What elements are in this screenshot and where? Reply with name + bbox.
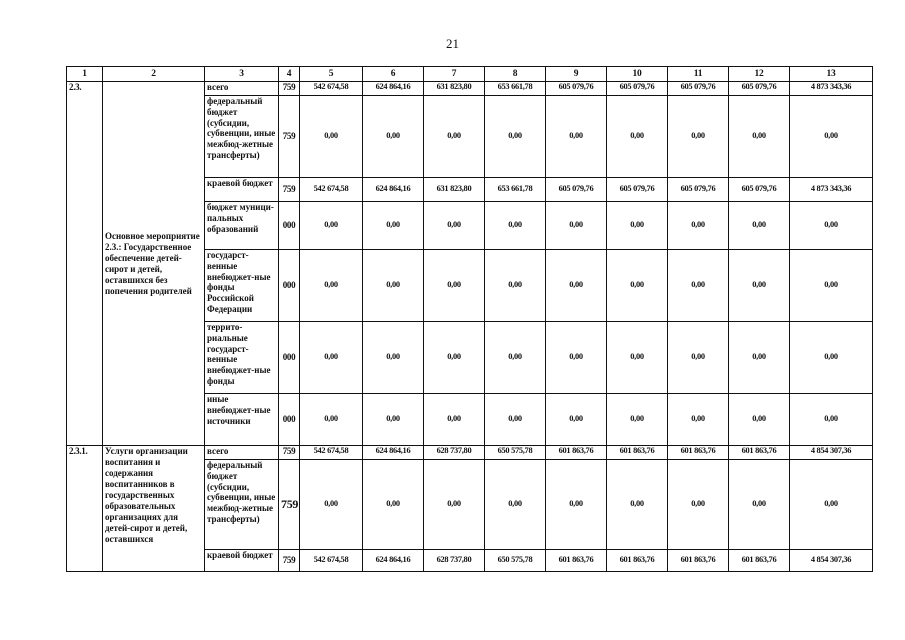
amount-cell: 605 079,76 (668, 82, 729, 96)
amount-cell: 601 863,76 (668, 446, 729, 460)
amount-cell: 0,00 (363, 394, 424, 446)
column-number: 8 (485, 67, 546, 82)
funding-source: всего (205, 446, 279, 460)
amount-cell: 601 863,76 (546, 550, 607, 572)
amount-cell: 601 863,76 (729, 446, 790, 460)
amount-cell: 0,00 (300, 96, 363, 178)
amount-cell: 0,00 (790, 96, 873, 178)
grbs-code: 000 (279, 202, 300, 250)
grbs-code: 759 (279, 550, 300, 572)
amount-cell: 0,00 (668, 250, 729, 322)
grbs-code: 000 (279, 250, 300, 322)
funding-source: иные внебюджет-ные источники (205, 394, 279, 446)
amount-cell: 0,00 (300, 394, 363, 446)
amount-cell: 0,00 (485, 96, 546, 178)
amount-cell: 0,00 (485, 394, 546, 446)
amount-cell: 0,00 (607, 460, 668, 550)
amount-cell: 542 674,58 (300, 550, 363, 572)
amount-cell: 605 079,76 (607, 178, 668, 202)
amount-cell: 624 864,16 (363, 82, 424, 96)
funding-source: краевой бюджет (205, 178, 279, 202)
amount-cell: 0,00 (424, 96, 485, 178)
amount-cell: 0,00 (729, 322, 790, 394)
amount-cell: 4 854 307,36 (790, 550, 873, 572)
activity-name: Услуги организации воспитания и содержания воспитанников в государственных образовательных организациях для детей-сирот и детей, оставшихся (103, 446, 205, 572)
amount-cell: 4 854 307,36 (790, 446, 873, 460)
amount-cell: 0,00 (790, 394, 873, 446)
funding-source: террито-риальные государст-венные внебюджет-ные фонды (205, 322, 279, 394)
column-number: 5 (300, 67, 363, 82)
amount-cell: 0,00 (363, 322, 424, 394)
amount-cell: 0,00 (485, 250, 546, 322)
amount-cell: 0,00 (729, 96, 790, 178)
amount-cell: 4 873 343,36 (790, 178, 873, 202)
grbs-code: 000 (279, 394, 300, 446)
column-number: 2 (103, 67, 205, 82)
amount-cell: 0,00 (300, 322, 363, 394)
amount-cell: 0,00 (607, 96, 668, 178)
amount-cell: 650 575,78 (485, 550, 546, 572)
amount-cell: 0,00 (363, 96, 424, 178)
amount-cell: 624 864,16 (363, 550, 424, 572)
amount-cell: 0,00 (607, 394, 668, 446)
amount-cell: 0,00 (668, 202, 729, 250)
amount-cell: 0,00 (424, 202, 485, 250)
column-number-row (67, 67, 873, 82)
amount-cell: 601 863,76 (546, 446, 607, 460)
grbs-code: 759 (279, 178, 300, 202)
amount-cell: 0,00 (300, 460, 363, 550)
grbs-code: 000 (279, 322, 300, 394)
activity-name: Основное мероприятие 2.3.: Государственное обеспечение детей-сирот и детей, оставшихся без попечения родителей (103, 82, 205, 446)
column-number: 13 (790, 67, 873, 82)
budget-table (66, 66, 873, 572)
amount-cell: 624 864,16 (363, 446, 424, 460)
amount-cell: 605 079,76 (729, 82, 790, 96)
amount-cell: 0,00 (546, 250, 607, 322)
grbs-code: 759 (279, 460, 300, 550)
grbs-code: 759 (279, 96, 300, 178)
amount-cell: 0,00 (485, 202, 546, 250)
amount-cell: 0,00 (546, 202, 607, 250)
amount-cell: 650 575,78 (485, 446, 546, 460)
column-number: 10 (607, 67, 668, 82)
amount-cell: 0,00 (790, 202, 873, 250)
activity-code: 2.3.1. (67, 446, 103, 572)
amount-cell: 542 674,58 (300, 178, 363, 202)
amount-cell: 0,00 (300, 250, 363, 322)
amount-cell: 0,00 (668, 96, 729, 178)
amount-cell: 0,00 (607, 250, 668, 322)
amount-cell: 0,00 (790, 250, 873, 322)
funding-source: бюджет муници-пальных образований (205, 202, 279, 250)
amount-cell: 0,00 (546, 460, 607, 550)
amount-cell: 631 823,80 (424, 178, 485, 202)
amount-cell: 624 864,16 (363, 178, 424, 202)
amount-cell: 0,00 (546, 322, 607, 394)
table-row (67, 446, 873, 460)
funding-source: федеральный бюджет (субсидии, субвенции, иные межбюд-жетные трансферты) (205, 96, 279, 178)
amount-cell: 0,00 (546, 394, 607, 446)
amount-cell: 0,00 (668, 394, 729, 446)
amount-cell: 0,00 (729, 460, 790, 550)
page-number: 21 (446, 36, 459, 51)
amount-cell: 4 873 343,36 (790, 82, 873, 96)
amount-cell: 628 737,80 (424, 446, 485, 460)
grbs-code: 759 (279, 446, 300, 460)
amount-cell: 0,00 (668, 322, 729, 394)
column-number: 6 (363, 67, 424, 82)
amount-cell: 0,00 (363, 250, 424, 322)
funding-source: всего (205, 82, 279, 96)
column-number: 4 (279, 67, 300, 82)
amount-cell: 605 079,76 (546, 178, 607, 202)
amount-cell: 542 674,58 (300, 446, 363, 460)
amount-cell: 601 863,76 (607, 550, 668, 572)
column-number: 1 (67, 67, 103, 82)
amount-cell: 0,00 (790, 460, 873, 550)
amount-cell: 0,00 (607, 322, 668, 394)
funding-source: краевой бюджет (205, 550, 279, 572)
amount-cell: 605 079,76 (668, 178, 729, 202)
column-number: 12 (729, 67, 790, 82)
funding-source: федеральный бюджет (субсидии, субвенции, иные межбюд-жетные трансферты) (205, 460, 279, 550)
amount-cell: 601 863,76 (607, 446, 668, 460)
amount-cell: 601 863,76 (668, 550, 729, 572)
amount-cell: 0,00 (363, 202, 424, 250)
amount-cell: 653 661,78 (485, 82, 546, 96)
amount-cell: 0,00 (607, 202, 668, 250)
amount-cell: 542 674,58 (300, 82, 363, 96)
amount-cell: 0,00 (485, 322, 546, 394)
amount-cell: 0,00 (424, 394, 485, 446)
amount-cell: 605 079,76 (729, 178, 790, 202)
activity-code: 2.3. (67, 82, 103, 446)
amount-cell: 0,00 (363, 460, 424, 550)
amount-cell: 0,00 (424, 322, 485, 394)
amount-cell: 605 079,76 (607, 82, 668, 96)
column-number: 7 (424, 67, 485, 82)
amount-cell: 631 823,80 (424, 82, 485, 96)
amount-cell: 0,00 (546, 96, 607, 178)
funding-source: государст-венные внебюджет-ные фонды Российской Федерации (205, 250, 279, 322)
amount-cell: 0,00 (729, 202, 790, 250)
column-number: 3 (205, 67, 279, 82)
amount-cell: 0,00 (790, 322, 873, 394)
amount-cell: 0,00 (424, 250, 485, 322)
amount-cell: 0,00 (485, 460, 546, 550)
table-row (67, 82, 873, 96)
grbs-code: 759 (279, 82, 300, 96)
amount-cell: 628 737,80 (424, 550, 485, 572)
amount-cell: 601 863,76 (729, 550, 790, 572)
amount-cell: 0,00 (424, 460, 485, 550)
column-number: 11 (668, 67, 729, 82)
amount-cell: 0,00 (668, 460, 729, 550)
amount-cell: 605 079,76 (546, 82, 607, 96)
amount-cell: 0,00 (300, 202, 363, 250)
column-number: 9 (546, 67, 607, 82)
amount-cell: 0,00 (729, 394, 790, 446)
amount-cell: 653 661,78 (485, 178, 546, 202)
amount-cell: 0,00 (729, 250, 790, 322)
